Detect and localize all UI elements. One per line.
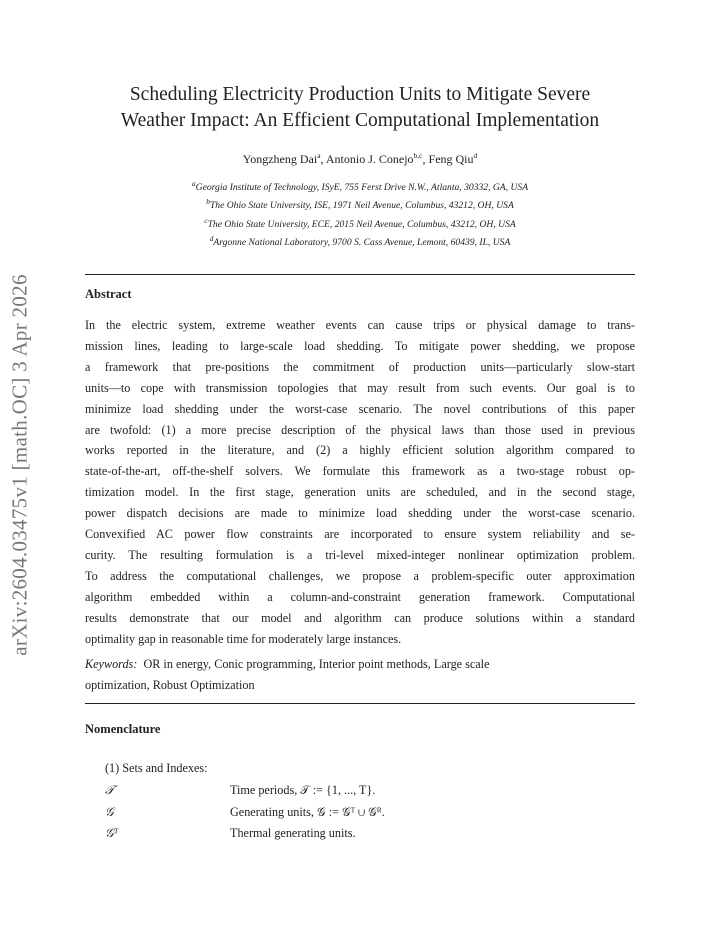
abstract-line: state-of-the-art, off-the-shelf solvers. We formulate this framework as a two-stage robust op- [85, 464, 635, 479]
affiliation-mark: d [209, 234, 214, 244]
nomenclature-symbol: 𝒢 [105, 805, 114, 819]
abstract-line: works reported in the literature, and (2) a highly efficient solution algorithm compared to [85, 443, 635, 458]
affiliation [60, 177, 660, 195]
abstract-line: optimality gap in reasonable time for moderately large instances. [85, 631, 402, 646]
abstract-body [85, 315, 635, 650]
abstract-line: curity. The resulting formulation is a tri-level mixed-integer nonlinear optimization problem. [85, 547, 635, 562]
nomenclature-heading: Nomenclature [85, 722, 161, 736]
affiliation-mark: c [204, 215, 208, 225]
nomenclature-description: Time periods, 𝒯 := {1, ..., T}. [230, 783, 376, 797]
affiliation-mark: b [206, 197, 210, 207]
abstract-line: In the electric system, extreme weather events can cause trips or physical damage to trans- [85, 318, 635, 332]
sets-subheading: (1) Sets and Indexes: [105, 761, 208, 775]
author-affil-mark: d [473, 151, 478, 160]
abstract-top-rule [85, 274, 635, 275]
abstract-line: results demonstrate that our model and algorithm can produce solutions within a standard [85, 610, 635, 625]
abstract-line: Convexified AC power flow constraints are incorporated to ensure system reliability and se- [85, 527, 635, 542]
nomenclature-description: Generating units, 𝒢 := 𝒢ᵀ ∪ 𝒢ᴿ. [230, 805, 385, 819]
abstract-line: algorithm embedded within a column-and-constraint generation framework. Computational [85, 589, 635, 604]
nomenclature-description: Thermal generating units. [230, 826, 356, 840]
abstract-line: a framework that pre-positions the commitment of production units—particularly slow-start [85, 359, 635, 374]
author-name: Yongzheng Dai [242, 152, 318, 166]
paper-title [60, 82, 660, 134]
nomenclature-top-rule [85, 703, 635, 704]
title-line-2: Weather Impact: An Efficient Computational Implementation [120, 110, 600, 131]
abstract-line: power dispatch decisions are made to minimize load shedding under the worst-case scenario. [85, 506, 635, 521]
keywords-text: OR in energy, Conic programming, Interior point methods, Large scale [143, 657, 490, 671]
keywords-line [85, 654, 635, 675]
abstract-line: units—to cope with transmission topologies that may result from such events. Our goal is to [85, 380, 635, 395]
affiliation [60, 195, 660, 213]
nomenclature-symbol: 𝒯 [105, 783, 115, 797]
affiliation-list [60, 177, 660, 251]
author-name: Antonio J. Conejo [325, 152, 414, 166]
affiliation [60, 214, 660, 232]
abstract-line: minimize load shedding under the worst-case scenario. The novel contributions of this paper [85, 401, 635, 416]
abstract-line: timization model. In the first stage, generation units are scheduled, and in the second stage, [85, 485, 635, 500]
author-separator: , [320, 152, 326, 166]
author-list [60, 151, 660, 167]
abstract-heading: Abstract [85, 287, 132, 301]
keywords-line: optimization, Robust Optimization [85, 677, 255, 692]
abstract-line: To address the computational challenges, we propose a problem-specific outer approximation [85, 568, 635, 583]
keywords-label: Keywords: [85, 657, 138, 671]
affiliation-mark: a [191, 179, 196, 188]
arxiv-identifier-text: arXiv:2604.03475v1 [math.OC] 3 Apr 2026 [7, 274, 32, 656]
keywords [85, 654, 635, 696]
author-name: Feng Qiu [428, 152, 474, 166]
affiliation-text: Argonne National Laboratory, 9700 S. Cass Avenue, Lemont, 60439, IL, USA [213, 237, 511, 249]
title-line-1: Scheduling Electricity Production Units to Mitigate Severe [129, 84, 591, 105]
abstract-line: are twofold: (1) a more precise description of the physical laws than those used in previous [85, 422, 635, 437]
affiliation-text: The Ohio State University, ECE, 2015 Neil Avenue, Columbus, 43212, OH, USA [207, 218, 516, 230]
author-separator: , [422, 152, 429, 166]
nomenclature-symbol: 𝒢ᵀ [105, 826, 119, 840]
author-affil-mark: b,c [413, 151, 423, 160]
abstract-line: mission lines, leading to large-scale load shedding. To mitigate power shedding, we propose [85, 338, 635, 353]
affiliation [60, 232, 660, 250]
affiliation-text: Georgia Institute of Technology, ISyE, 755 Ferst Drive N.W., Atlanta, 30332, GA, USA [195, 182, 529, 194]
affiliation-text: The Ohio State University, ISE, 1971 Neil Avenue, Columbus, 43212, OH, USA [209, 200, 514, 212]
author-affil-mark: a [317, 151, 321, 160]
